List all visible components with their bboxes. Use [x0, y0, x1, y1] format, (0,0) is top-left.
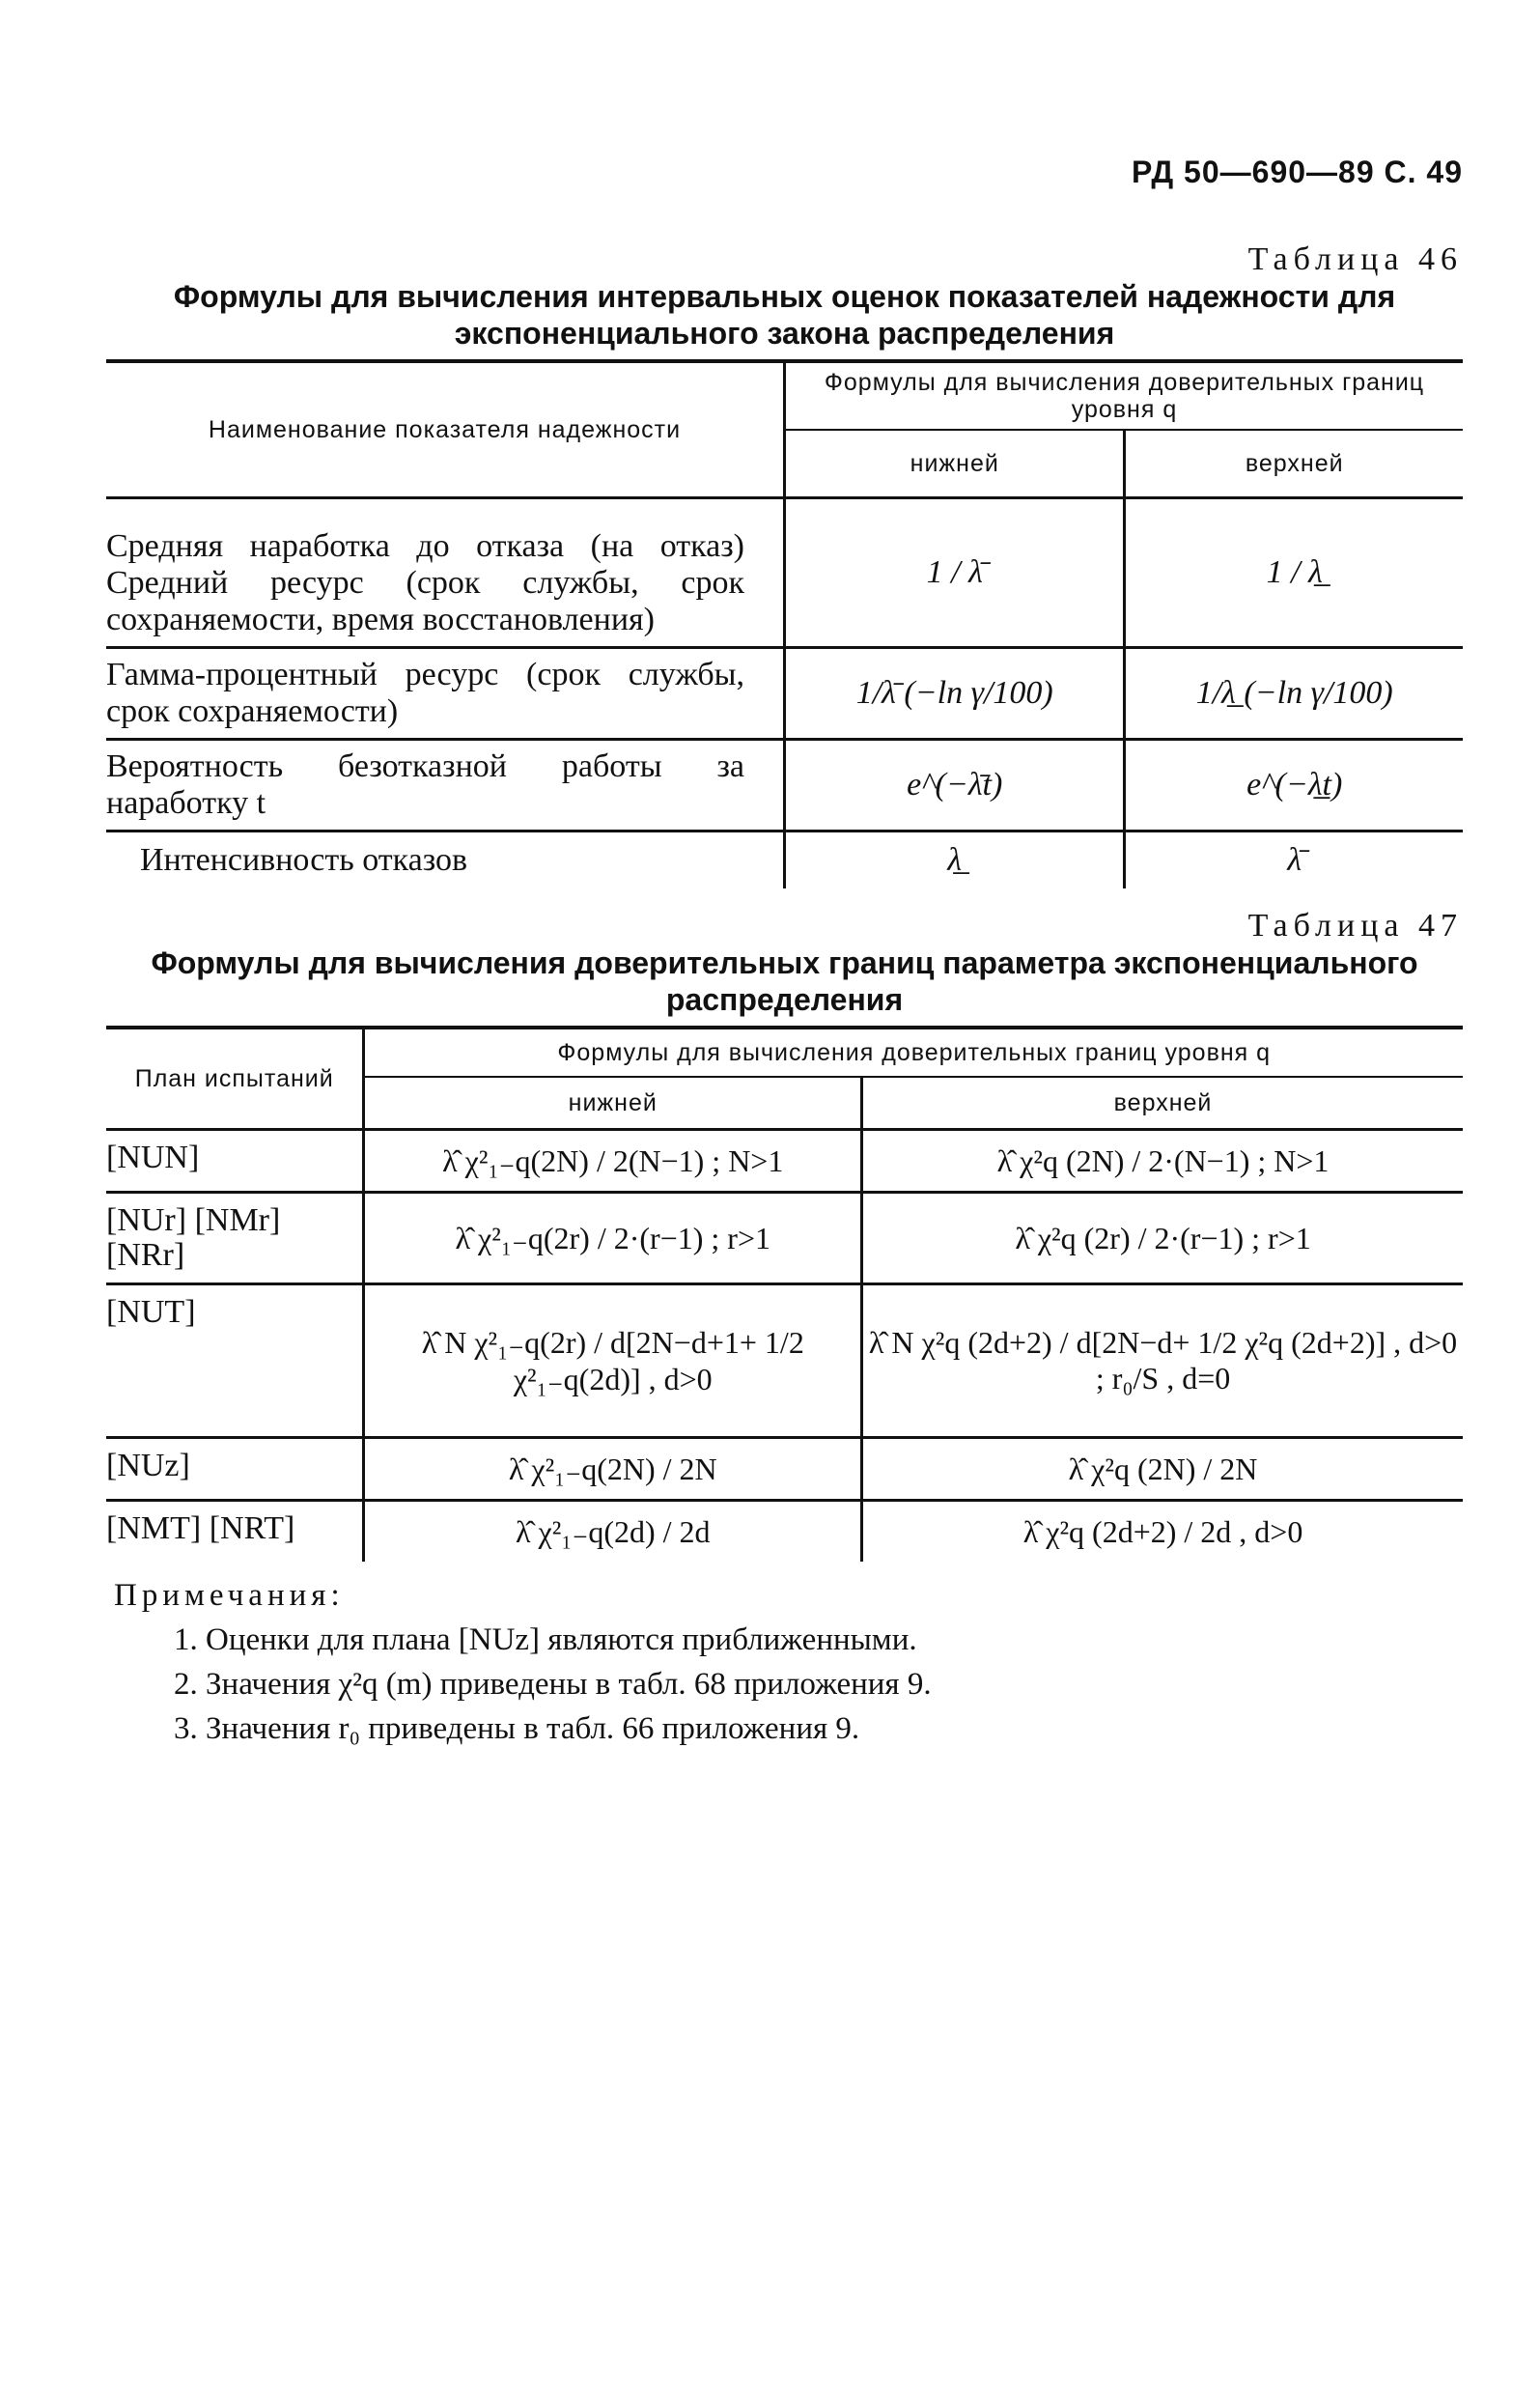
document-page — [106, 150, 1463, 1751]
note-item: 1. Оценки для плана [NUz] являются приближенными. — [174, 1622, 917, 1657]
t47-col-plan: План испытаний — [106, 1028, 364, 1130]
t47-row2-plan: [NUr] [NMr] [NRr] — [106, 1202, 281, 1273]
t47-row4-plan: [NUz] — [106, 1448, 190, 1483]
page-header-ref: РД 50—690—89 С. 49 — [1132, 155, 1463, 189]
t47-row3-plan: [NUT] — [106, 1294, 196, 1330]
note-item: 3. Значения r₀ приведены в табл. 66 приложения 9. — [174, 1711, 860, 1746]
t46-row4-lower: λ̲ — [785, 832, 1125, 889]
t46-col-formulas: Формулы для вычисления доверительных границ уровня q — [785, 361, 1464, 430]
t47-col-formulas: Формулы для вычисления доверительных границ уровня q — [364, 1028, 1463, 1077]
t47-row3-lower: λ̂ N χ²₁₋q(2r) / d[2N−d+1+ 1/2 χ²₁₋q(2d)] , d>0 — [364, 1284, 862, 1438]
t46-row2-lower: 1/λ̄ (−ln γ/100) — [785, 648, 1125, 740]
t47-col-upper: верхней — [862, 1077, 1463, 1130]
t47-row2-upper: λ̂ χ²q (2r) / 2·(r−1) ; r>1 — [862, 1193, 1463, 1284]
t47-row1-lower: λ̂ χ²₁₋q(2N) / 2(N−1) ; N>1 — [364, 1130, 862, 1193]
table46-title: Формулы для вычисления интервальных оценок показателей надежности для экспоненциального закона распределения — [173, 279, 1396, 351]
t46-row2-upper: 1/λ̲ (−ln γ/100) — [1125, 648, 1463, 740]
notes-title: Примечания: — [114, 1578, 345, 1613]
t46-col-name: Наименование показателя надежности — [106, 361, 785, 498]
t47-row1-upper: λ̂ χ²q (2N) / 2·(N−1) ; N>1 — [862, 1130, 1463, 1193]
table46-caption: Таблица 46 — [1247, 241, 1463, 277]
t47-row5-plan: [NMT] [NRT] — [106, 1510, 295, 1546]
t47-col-lower: нижней — [364, 1077, 862, 1130]
t46-row1-name: Средняя наработка до отказа (на отказ) Средний ресурс (срок службы, срок сохраняемости, время восстановления) — [106, 528, 744, 637]
t47-row4-upper: λ̂ χ²q (2N) / 2N — [862, 1438, 1463, 1501]
t47-row3-upper: λ̂ N χ²q (2d+2) / d[2N−d+ 1/2 χ²q (2d+2)] , d>0 ; r₀/S , d=0 — [862, 1284, 1463, 1438]
t47-row2-lower: λ̂ χ²₁₋q(2r) / 2·(r−1) ; r>1 — [364, 1193, 862, 1284]
t46-row1-upper: 1 / λ̲ — [1125, 498, 1463, 648]
t47-row5-lower: λ̂ χ²₁₋q(2d) / 2d — [364, 1501, 862, 1563]
t46-row3-lower: e^(−λ̄t) — [785, 740, 1125, 832]
t46-row3-upper: e^(−λ̲t) — [1125, 740, 1463, 832]
table47-title: Формулы для вычисления доверительных границ параметра экспоненциального распределения — [151, 945, 1418, 1017]
table47-caption: Таблица 47 — [1247, 908, 1463, 944]
notes-block — [106, 1573, 1463, 1751]
t46-row2-name: Гамма-процентный ресурс (срок службы, срок сохраняемости) — [106, 657, 744, 729]
table46 — [106, 359, 1463, 888]
t46-row4-name: Интенсивность отказов — [140, 842, 468, 878]
t47-row4-lower: λ̂ χ²₁₋q(2N) / 2N — [364, 1438, 862, 1501]
t46-row3-name: Вероятность безотказной работы за наработку t — [106, 748, 744, 821]
t47-row5-upper: λ̂ χ²q (2d+2) / 2d , d>0 — [862, 1501, 1463, 1563]
t46-row1-lower: 1 / λ̄ — [785, 498, 1125, 648]
note-item: 2. Значения χ²q (m) приведены в табл. 68 приложения 9. — [174, 1667, 932, 1702]
t46-row4-upper: λ̄ — [1125, 832, 1463, 889]
table47 — [106, 1026, 1463, 1562]
t46-col-upper: верхней — [1125, 430, 1463, 498]
t46-col-lower: нижней — [785, 430, 1125, 498]
t47-row1-plan: [NUN] — [106, 1140, 200, 1175]
